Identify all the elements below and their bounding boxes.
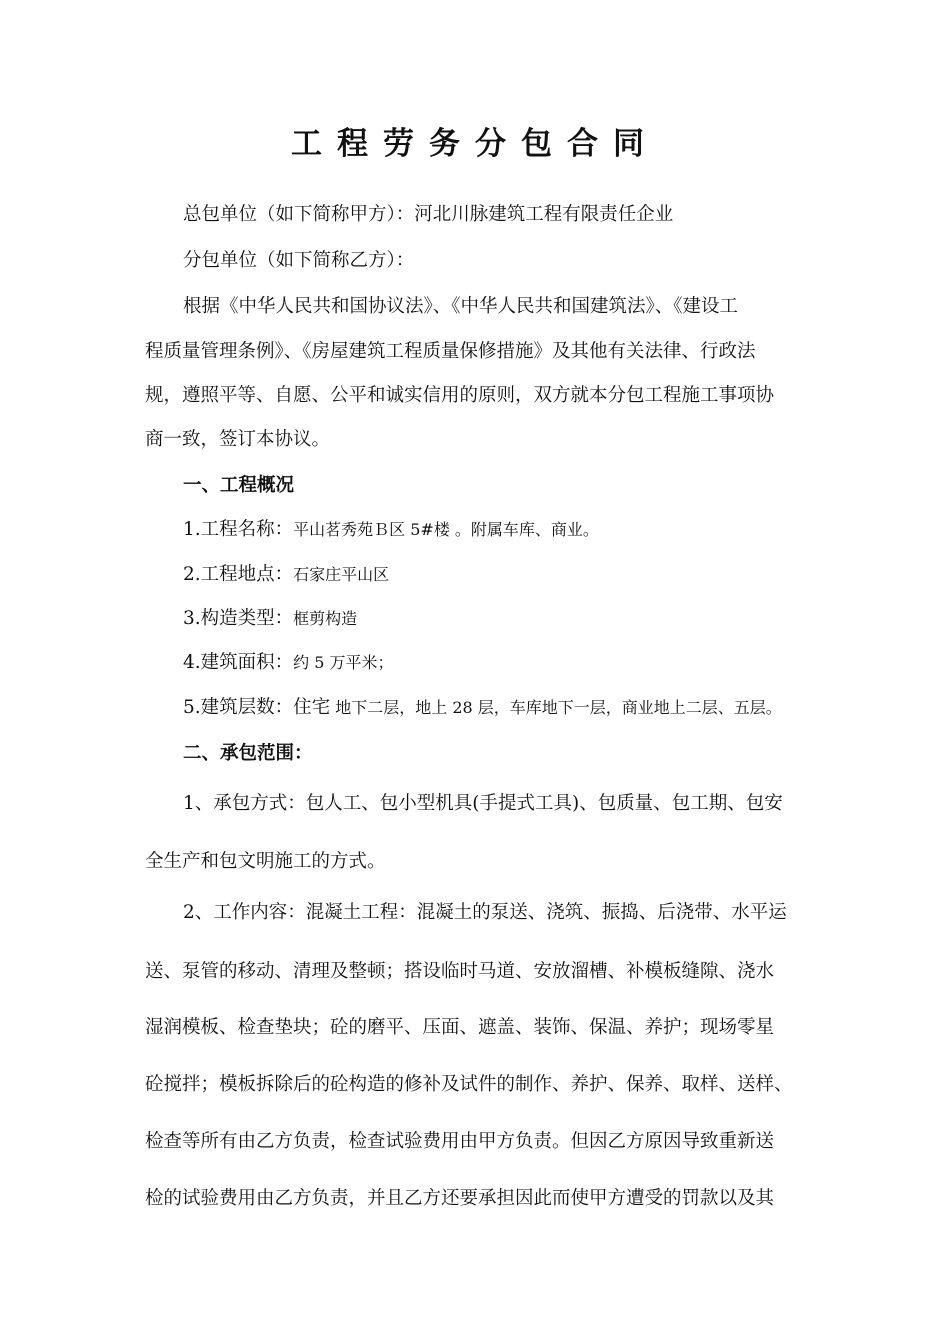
clause-line: 全生产和包文明施工的方式。 — [145, 851, 386, 872]
clause-line: 2、工作内容：混凝土工程：混凝土的泵送、浇筑、振捣、后浇带、水平运 — [183, 902, 787, 923]
clause-line: 1、承包方式：包人工、包小型机具(手提式工具)、包质量、包工期、包安 — [183, 793, 783, 814]
preamble-line: 根据《中华人民共和国协议法》、《中华人民共和国建筑法》、《建设工 — [183, 296, 739, 317]
item-value: 平山茗秀苑Ｂ区 5#楼 。附属车库、商业。 — [293, 520, 599, 539]
item-value: 石家庄平山区 — [293, 565, 390, 584]
item-label: 4.建筑面积： — [183, 652, 294, 673]
clause-line: 检的试验费用由乙方负责，并且乙方还要承担因此而使甲方遭受的罚款以及其 — [145, 1188, 775, 1209]
section-heading: 一、工程概况 — [183, 475, 295, 496]
section-heading: 二、承包范围： — [183, 743, 313, 764]
project-item — [183, 562, 810, 588]
project-item — [183, 695, 810, 721]
clause-line: 砼搅拌；模板拆除后的砼构造的修补及试件的制作、养护、保养、取样、送样、 — [145, 1074, 793, 1095]
project-item — [183, 650, 810, 676]
project-item — [183, 606, 810, 632]
project-item — [183, 517, 810, 543]
item-label: 3.构造类型： — [183, 608, 294, 629]
item-label: 1.工程名称： — [183, 519, 294, 540]
preamble-line: 程质量管理条例》、《房屋建筑工程质量保修措施》及其他有关法律、行政法 — [145, 341, 756, 362]
item-value: 约 5 万平米； — [293, 653, 394, 672]
item-value: 地下二层，地上 28 层，车库地下一层，商业地上二层、五层。 — [330, 698, 782, 717]
document-title: 工程劳务分包合同 — [291, 126, 659, 162]
clause-line: 湿润模板、检查垫块；砼的磨平、压面、遮盖、装饰、保温、养护；现场零星 — [145, 1017, 775, 1038]
item-value: 框剪构造 — [293, 609, 358, 628]
party-b-line: 分包单位（如下简称乙方）： — [183, 250, 415, 271]
item-label: 2.工程地点： — [183, 564, 294, 585]
clause-line: 送、泵管的移动、清理及整顿；搭设临时马道、安放溜槽、补模板缝隙、浇水 — [145, 961, 775, 982]
preamble-line: 商一致，签订本协议。 — [145, 429, 331, 450]
party-a-line: 总包单位（如下简称甲方）：河北川脉建筑工程有限责任企业 — [183, 204, 674, 225]
clause-line: 检查等所有由乙方负责，检查试验费用由甲方负责。但因乙方原因导致重新送 — [145, 1131, 775, 1152]
item-label: 5.建筑层数：住宅 — [183, 697, 331, 718]
preamble-line: 规，遵照平等、自愿、公平和诚实信用的原则，双方就本分包工程施工事项协 — [145, 385, 775, 406]
